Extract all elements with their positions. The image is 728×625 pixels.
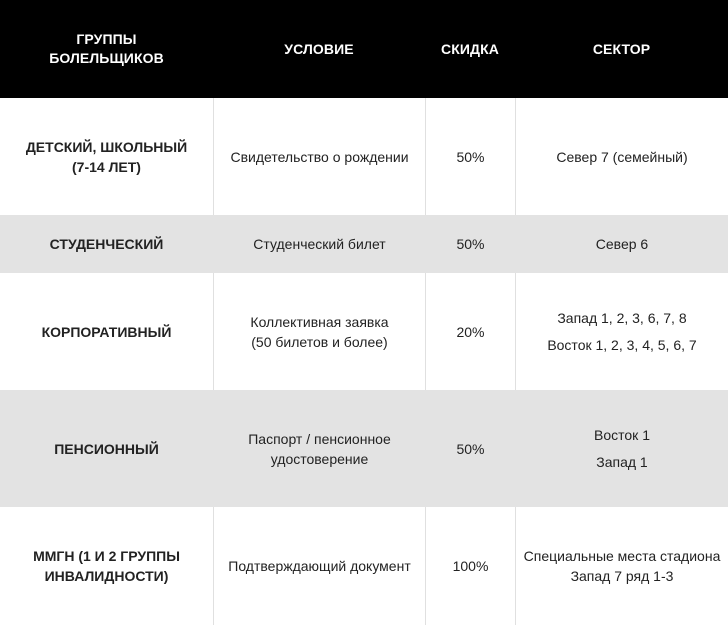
header-groups-line1: ГРУППЫ: [76, 31, 137, 47]
sector-line: Специальные места стадиона: [523, 548, 721, 564]
sector-cell: [515, 390, 728, 507]
condition-line: Коллективная заявка: [250, 313, 389, 330]
sector-line: Север 6: [595, 236, 649, 252]
sector-line: Запад 1, 2, 3, 6, 7, 8: [557, 310, 687, 326]
group-cell: [0, 215, 213, 273]
group-cell: [0, 98, 213, 215]
condition-cell: [213, 215, 425, 273]
sector-cell: [515, 273, 728, 390]
group-cell: [0, 273, 213, 390]
condition-cell: [213, 98, 425, 215]
sector-line: Восток 1, 2, 3, 4, 5, 6, 7: [547, 337, 697, 353]
condition-cell: [213, 507, 425, 625]
condition-cell: [213, 390, 425, 507]
group-line: ДЕТСКИЙ, ШКОЛЬНЫЙ: [25, 138, 188, 155]
table-row: [0, 390, 728, 507]
table-row: [0, 273, 728, 390]
sector-line: Восток 1: [594, 427, 650, 443]
condition-line: Паспорт / пенсионное: [248, 430, 391, 447]
table-header: [0, 0, 728, 98]
discount-cell: 100%: [425, 507, 515, 625]
condition-line: (50 билетов и более): [251, 333, 388, 350]
table-row: [0, 507, 728, 625]
sector-cell: [515, 215, 728, 273]
condition-cell: [213, 273, 425, 390]
condition-line: Студенческий билет: [253, 236, 386, 252]
condition-line: удостоверение: [270, 450, 369, 467]
discount-cell: 50%: [425, 390, 515, 507]
group-line: КОРПОРАТИВНЫЙ: [41, 323, 172, 340]
header-groups: [0, 30, 213, 68]
header-discount: СКИДКА: [441, 40, 499, 57]
header-groups-line2: БОЛЕЛЬЩИКОВ: [49, 50, 164, 66]
discount-cell: 20%: [425, 273, 515, 390]
group-cell: [0, 507, 213, 625]
table-row: [0, 98, 728, 215]
group-line: ПЕНСИОННЫЙ: [54, 440, 159, 457]
group-line: (7-14 ЛЕТ): [72, 158, 141, 175]
sector-cell: [515, 98, 728, 215]
group-line: СТУДЕНЧЕСКИЙ: [49, 236, 164, 252]
group-line: МΜГН (1 И 2 ГРУППЫ: [33, 548, 180, 564]
discount-cell: 50%: [425, 98, 515, 215]
group-cell: [0, 390, 213, 507]
header-sector: СЕКТОР: [592, 40, 651, 57]
group-line: ИНВАЛИДНОСТИ): [44, 568, 169, 584]
header-condition: УСЛОВИЕ: [284, 40, 354, 57]
sector-line: Запад 7 ряд 1-3: [570, 568, 674, 584]
table-row: [0, 215, 728, 273]
condition-line: Подтверждающий документ: [228, 558, 411, 574]
sector-line: Север 7 (семейный): [556, 148, 688, 165]
sector-line: Запад 1: [596, 454, 648, 470]
condition-line: Свидетельство о рождении: [230, 148, 409, 165]
sector-cell: [515, 507, 728, 625]
discount-cell: 50%: [425, 215, 515, 273]
